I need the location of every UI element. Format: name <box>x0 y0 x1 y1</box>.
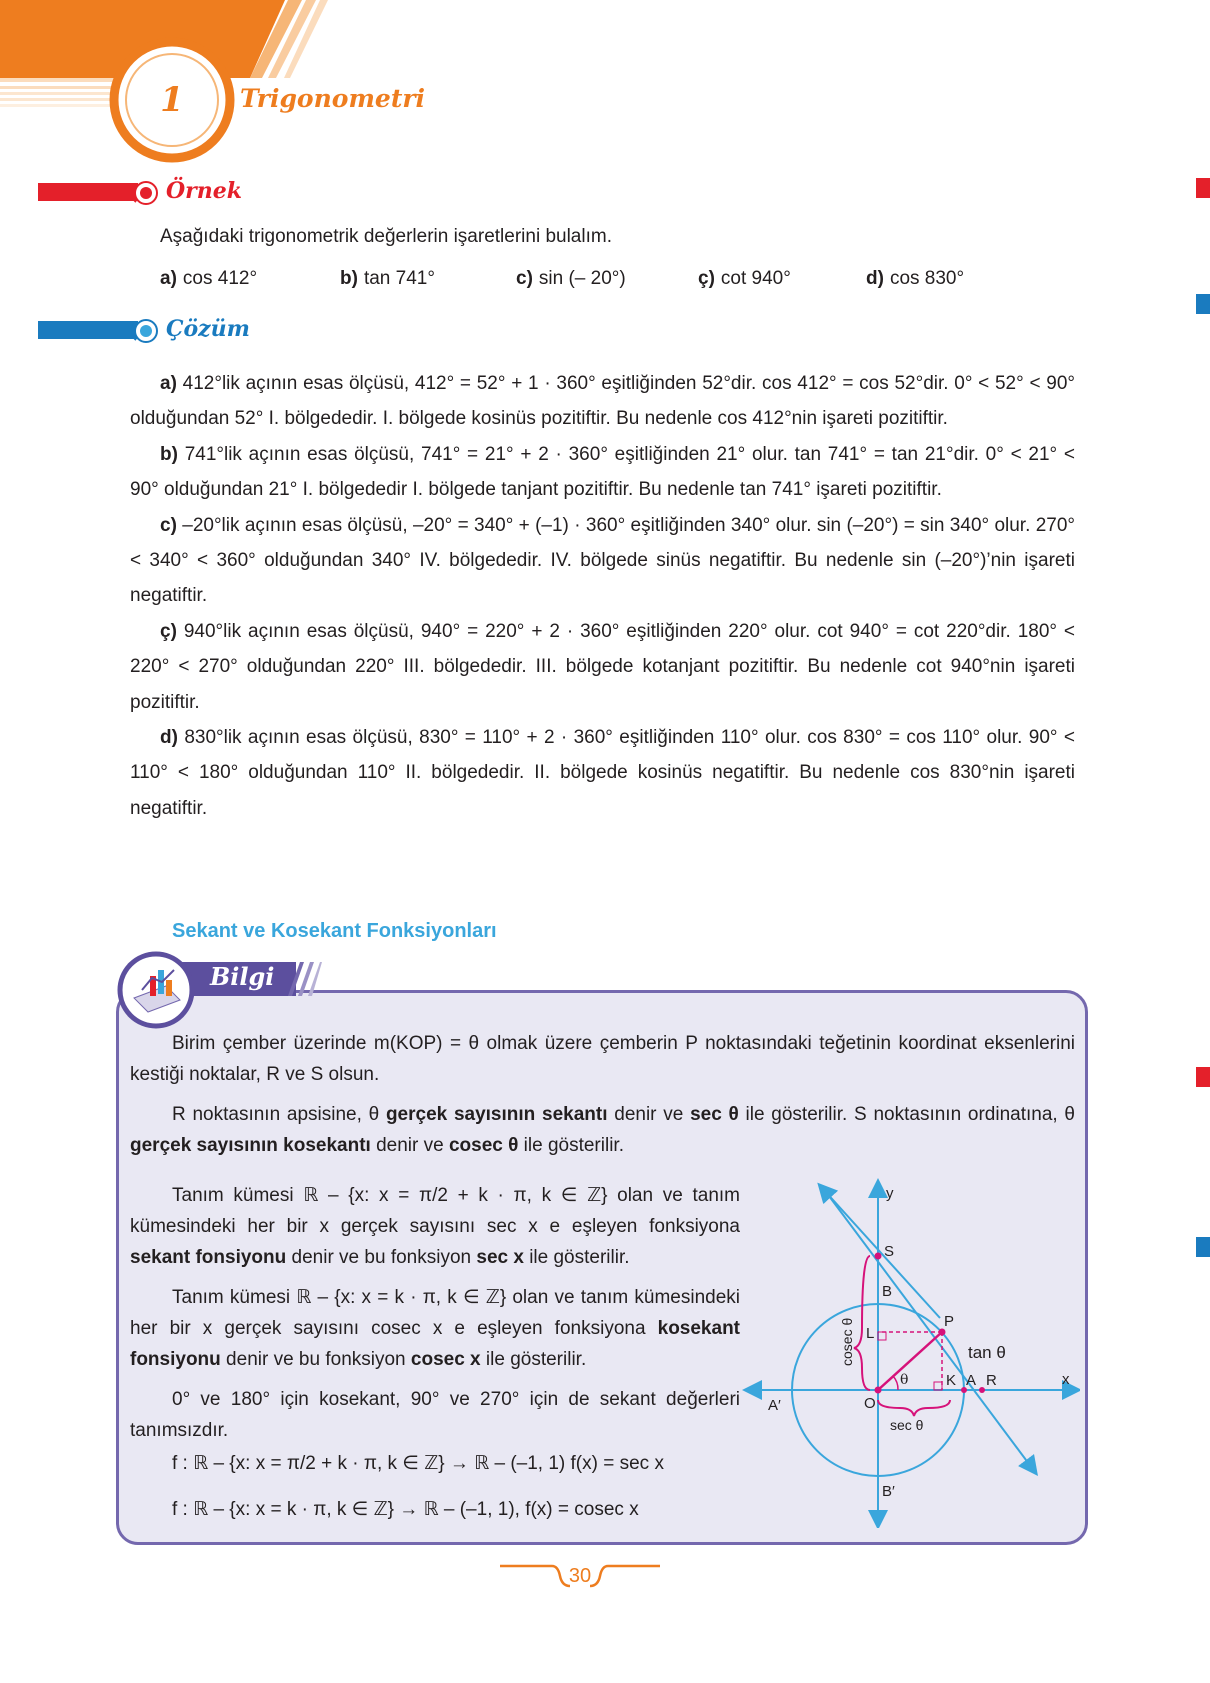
item-expr: cos 830° <box>889 268 965 289</box>
label-theta: θ <box>900 1372 909 1388</box>
paragraph-text: –20°lik açının esas ölçüsü, –20° = 340° + (–1) · 360° eşitliğinden 340° olur. sin (–20°) = sin 340° olur. 270° < 340° < 360° olduğundan 340° IV. bölgededir. IV. bölgede sinüs negatiftir. Bu nedenle sin (–20°)’nin işareti negatiftir. <box>130 514 1075 607</box>
chart-book-icon <box>116 950 196 1030</box>
paragraph-text: 412°lik açının esas ölçüsü, 412° = 52° + 1 · 360° eşitliğinden 52°dir. cos 412° = cos 52°dir. 0° < 52° < 90° olduğundan 52° I. bölgededir. I. bölgede kosinüs pozitiftir. Bu nedenle cos 412°nin işareti pozitiftir. <box>130 373 1076 430</box>
example-item <box>516 268 626 290</box>
edge-mark-blue <box>1196 1237 1210 1257</box>
info-text-left <box>130 1180 740 1455</box>
solution-paragraph <box>130 366 1075 437</box>
edge-mark-red <box>1196 178 1210 198</box>
label-a-prime: A′ <box>768 1397 781 1414</box>
example-item <box>340 268 435 290</box>
cosec-function-definition: f : ℝ – {x: x = k · π, k ∈ ℤ} → ℝ – (–1, 1), f(x) = cosec x <box>172 1499 639 1520</box>
text-run: R noktasının apsisine, θ <box>172 1104 386 1125</box>
item-expr: cos 412° <box>182 268 258 289</box>
target-icon <box>130 318 162 344</box>
solution-paragraph <box>130 614 1075 720</box>
label-tan: tan θ <box>968 1343 1006 1362</box>
label-cosec: cosec θ <box>839 1317 855 1366</box>
solution-bar <box>38 321 138 339</box>
text-bold: sekant fonsiyonu <box>130 1247 287 1268</box>
item-expr: cot 940° <box>720 268 791 289</box>
label-b: B <box>882 1283 893 1300</box>
text-run: ile gösterilir. <box>480 1349 587 1370</box>
paragraph-text: 741°lik açının esas ölçüsü, 741° = 21° + 2 · 360° eşitliğinden 21° olur. tan 741° = tan 21°dir. 0° < 21° < 90° olduğundan 21° I. bölgededir I. bölgede tanjant pozitiftir. Bu nedenle tan 741° işareti pozitiftir. <box>130 443 1075 501</box>
solution-label: Çözüm <box>166 316 250 342</box>
info-text-top <box>130 1028 1075 1170</box>
paragraph-text: 940°lik açının esas ölçüsü, 940° = 220° + 2 · 360° eşitliğinden 220° olur. cot 940° = cot 220°dir. 180° < 220° < 270° olduğundan 220° III. bölgededir. III. bölgede kotanjant pozitiftir. Bu nedenle cot 940°nin işareti pozitiftir. <box>130 620 1076 713</box>
text-run: denir ve bu fonksiyon <box>286 1247 477 1268</box>
text-bold: cosec x <box>410 1349 481 1370</box>
item-expr: tan 741° <box>363 268 435 289</box>
text-run: Tanım kümesi ℝ – {x: x = π/2 + k · π, k ∈ ℤ} olan ve tanım kümesindeki her bir x gerçek sayısını sec x e eşleyen fonksiyona <box>130 1185 740 1237</box>
info-paragraph: Birim çember üzerinde m(KOP) = θ olmak üzere çemberin P noktasındaki teğetinin koordinat eksenlerini kestiği noktalar, R ve S olsun. <box>130 1033 1075 1085</box>
paragraph-key: c) <box>160 514 177 536</box>
tangent-line <box>826 1192 1032 1468</box>
item-key: ç) <box>698 268 715 289</box>
text-run: denir ve <box>607 1104 691 1125</box>
paragraph-key: d) <box>160 727 178 749</box>
radius-op <box>878 1332 942 1390</box>
sec-function-definition: f : ℝ – {x: x = π/2 + k · π, k ∈ ℤ} → ℝ – (–1, 1) f(x) = sec x <box>172 1453 664 1474</box>
solution-paragraph <box>130 720 1075 826</box>
label-l: L <box>866 1325 875 1342</box>
item-key: d) <box>866 268 884 289</box>
target-icon <box>130 180 162 206</box>
text-run: ile gösterilir. <box>523 1247 630 1268</box>
example-item <box>160 268 257 290</box>
item-key: b) <box>340 268 358 289</box>
label-y: y <box>886 1185 894 1202</box>
solution-paragraph <box>130 508 1075 614</box>
info-tab-stripes <box>282 962 322 996</box>
text-bold: sec θ <box>690 1104 739 1125</box>
section-subheading: Sekant ve Kosekant Fonksiyonları <box>172 920 497 942</box>
solution-paragraph <box>130 437 1075 508</box>
page-number: 30 <box>568 1565 592 1587</box>
text-run: ile gösterilir. S noktasının ordinatına, θ <box>738 1104 1075 1125</box>
info-paragraph <box>130 1180 740 1273</box>
paragraph-key: ç) <box>160 620 177 642</box>
example-label: Örnek <box>166 178 242 204</box>
label-b-prime: B′ <box>882 1483 895 1500</box>
example-item <box>698 268 791 290</box>
example-item <box>866 268 964 290</box>
label-p: P <box>944 1313 955 1330</box>
info-paragraph <box>130 1282 740 1375</box>
example-bar <box>38 183 138 201</box>
paragraph-text: 830°lik açının esas ölçüsü, 830° = 110° + 2 · 360° eşitliğinden 110° olur. cos 830° = cos 110° olur. 90° < 110° < 180° olduğundan 110° II. bölgededir. II. bölgede kosinüs negatiftir. Bu nedenle cos 830°nin işareti negatiftir. <box>130 727 1075 819</box>
text-bold: cosec θ <box>448 1135 519 1156</box>
chapter-title: Trigonometri <box>240 84 426 113</box>
label-sec: sec θ <box>890 1417 924 1433</box>
label-k: K <box>946 1372 957 1389</box>
paragraph-key: a) <box>160 373 177 394</box>
example-intro: Aşağıdaki trigonometrik değerlerin işaretlerini bulalım. <box>160 226 612 247</box>
solution-body <box>130 366 1075 826</box>
text-bold: kosekant fonsiyonu <box>130 1318 740 1370</box>
edge-mark-red <box>1196 1067 1210 1087</box>
label-x: x <box>1062 1371 1070 1388</box>
unit-circle-diagram <box>740 1178 1080 1528</box>
edge-mark-blue <box>1196 294 1210 314</box>
text-bold: gerçek sayısının sekantı <box>385 1104 608 1125</box>
label-a: A <box>966 1372 977 1389</box>
item-key: c) <box>516 268 533 289</box>
text-run: ile gösterilir. <box>518 1135 624 1156</box>
label-o: O <box>864 1395 876 1412</box>
label-r: R <box>986 1372 997 1389</box>
text-run: Tanım kümesi ℝ – {x: x = k · π, k ∈ ℤ} olan ve tanım kümesindeki her bir x gerçek sayısını cosec x e eşleyen fonksiyona <box>130 1287 740 1339</box>
text-bold: gerçek sayısının kosekantı <box>130 1135 371 1156</box>
item-expr: sin (– 20°) <box>538 268 626 289</box>
text-run: denir ve <box>370 1135 449 1156</box>
info-paragraph: 0° ve 180° için kosekant, 90° ve 270° için de sekant değerleri tanımsızdır. <box>130 1389 740 1441</box>
info-label: Bilgi <box>210 962 275 991</box>
text-run: denir ve bu fonksiyon <box>220 1349 411 1370</box>
label-s: S <box>884 1243 895 1260</box>
info-paragraph <box>130 1099 1075 1161</box>
item-key: a) <box>160 268 177 289</box>
text-bold: sec x <box>476 1247 524 1268</box>
chapter-number: 1 <box>160 80 184 120</box>
paragraph-key: b) <box>160 443 178 465</box>
